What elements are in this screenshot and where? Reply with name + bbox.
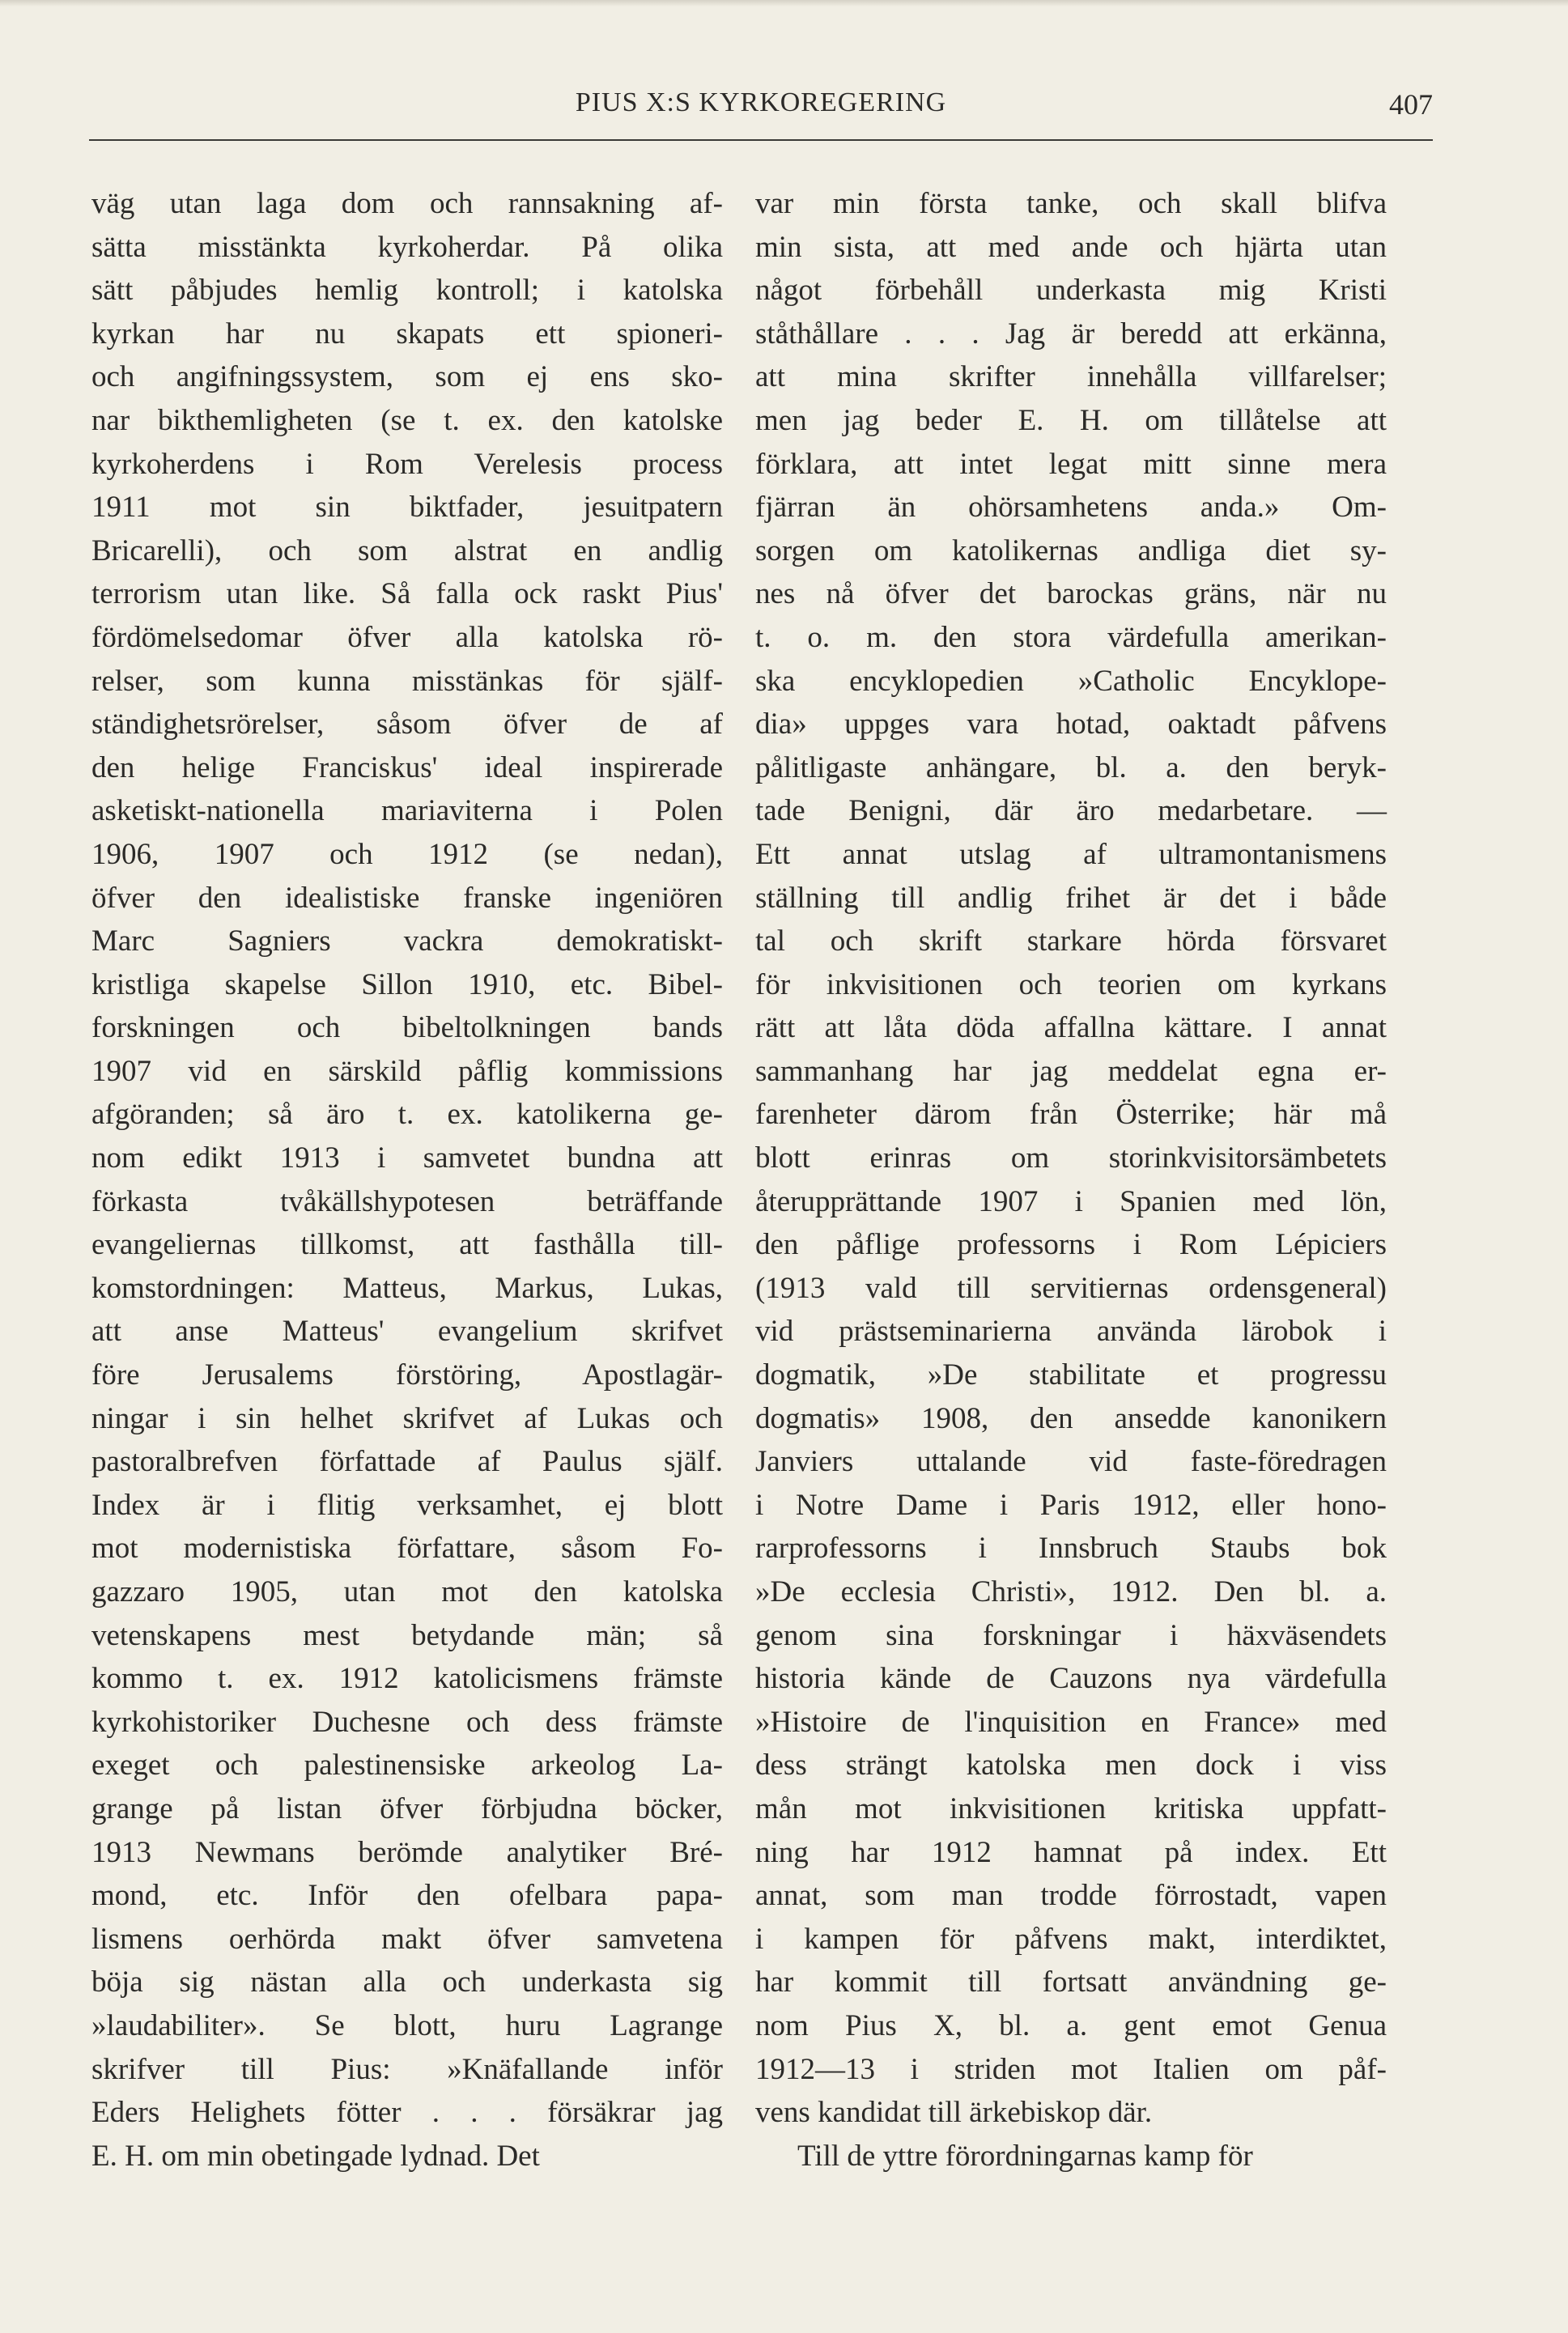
- text-line: mån mot inkvisitionen kritiska uppfatt-: [755, 1791, 1387, 1825]
- text-line: asketiskt-nationella mariaviterna i Polen: [91, 794, 723, 828]
- text-line: dia» uppges vara hotad, oaktadt påfvens: [755, 708, 1387, 742]
- text-line: nom Pius X, bl. a. gent emot Genua: [755, 2008, 1387, 2042]
- text-line: vens kandidat till ärkebiskop där.: [755, 2096, 1153, 2130]
- text-line: har kommit till fortsatt användning ge-: [755, 1965, 1387, 1999]
- text-line: böja sig nästan alla och underkasta sig: [91, 1965, 723, 1999]
- text-line: sammanhang har jag meddelat egna er-: [755, 1054, 1387, 1088]
- text-line: nar bikthemligheten (se t. ex. den katolske: [91, 403, 723, 437]
- text-line: något förbehåll underkasta mig Kristi: [755, 274, 1387, 308]
- text-line: 1913 Newmans berömde analytiker Bré-: [91, 1835, 723, 1869]
- text-line: komstordningen: Matteus, Markus, Lukas,: [91, 1271, 723, 1305]
- text-line: 1907 vid en särskild påflig kommissions: [91, 1054, 723, 1088]
- text-line: tal och skrift starkare hörda försvaret: [755, 924, 1387, 958]
- text-line: Till de yttre förordningarnas kamp för: [797, 2139, 1253, 2173]
- text-line: »laudabiliter». Se blott, huru Lagrange: [91, 2008, 723, 2042]
- text-line: och angifningssystem, som ej ens sko-: [91, 360, 723, 394]
- text-line: ningar i sin helhet skrifvet af Lukas och: [91, 1401, 723, 1435]
- text-line: 1912—13 i striden mot Italien om påf-: [755, 2052, 1387, 2086]
- text-line: blott erinras om storinkvisitorsämbetets: [755, 1141, 1387, 1175]
- text-line: kyrkohistoriker Duchesne och dess främste: [91, 1705, 723, 1739]
- text-line: mot modernistiska författare, såsom Fo-: [91, 1532, 723, 1566]
- text-line: vid prästseminarierna använda lärobok i: [755, 1315, 1387, 1349]
- text-line: sätta misstänkta kyrkoherdar. På olika: [91, 230, 723, 264]
- text-line: dogmatik, »De stabilitate et progressu: [755, 1358, 1387, 1392]
- text-line: kyrkan har nu skapats ett spioneri-: [91, 317, 723, 351]
- text-line: före Jerusalems förstöring, Apostlagär-: [91, 1358, 723, 1392]
- text-line: min sista, att med ande och hjärta utan: [755, 230, 1387, 264]
- text-line: E. H. om min obetingade lydnad. Det: [91, 2139, 540, 2173]
- text-line: kristliga skapelse Sillon 1910, etc. Bibel-: [91, 967, 723, 1001]
- text-line: att anse Matteus' evangelium skrifvet: [91, 1315, 723, 1349]
- text-line: den helige Franciskus' ideal inspirerade: [91, 750, 723, 784]
- text-line: Ett annat utslag af ultramontanismens: [755, 837, 1387, 871]
- text-line: att mina skrifter innehålla villfarelser;: [755, 360, 1387, 394]
- text-line: Index är i flitig verksamhet, ej blott: [91, 1488, 723, 1522]
- text-line: exeget och palestinensiske arkeolog La-: [91, 1749, 723, 1783]
- right-text-column: [755, 182, 1387, 2178]
- text-line: evangeliernas tillkomst, att fasthålla till-: [91, 1228, 723, 1262]
- text-line: genom sina forskningar i häxväsendets: [755, 1618, 1387, 1652]
- text-line: grange på listan öfver förbjudna böcker,: [91, 1791, 723, 1825]
- text-line: pålitligaste anhängare, bl. a. den beryk-: [755, 750, 1387, 784]
- text-line: dess strängt katolska men dock i viss: [755, 1749, 1387, 1783]
- text-line: »De ecclesia Christi», 1912. Den bl. a.: [755, 1575, 1387, 1608]
- text-line: fördömelsedomar öfver alla katolska rö-: [91, 620, 723, 654]
- text-line: (1913 vald till servitiernas ordensgeneral): [755, 1271, 1387, 1305]
- text-line: återupprättande 1907 i Spanien med lön,: [755, 1184, 1387, 1218]
- text-line: annat, som man trodde förrostadt, vapen: [755, 1879, 1387, 1913]
- text-line: rarprofessorns i Innsbruch Staubs bok: [755, 1532, 1387, 1566]
- text-line: sätt påbjudes hemlig kontroll; i katolska: [91, 274, 723, 308]
- text-line: sorgen om katolikernas andliga diet sy-: [755, 533, 1387, 567]
- text-line: farenheter därom från Österrike; här må: [755, 1098, 1387, 1132]
- text-line: kyrkoherdens i Rom Verelesis process: [91, 447, 723, 481]
- text-line: ständighetsrörelser, såsom öfver de af: [91, 708, 723, 742]
- running-header: [89, 87, 1433, 139]
- text-line: historia kände de Cauzons nya värdefulla: [755, 1662, 1387, 1696]
- text-line: Marc Sagniers vackra demokratiskt-: [91, 924, 723, 958]
- text-line: nes nå öfver det barockas gräns, när nu: [755, 577, 1387, 611]
- text-line: ning har 1912 hamnat på index. Ett: [755, 1835, 1387, 1869]
- text-line: pastoralbrefven författade af Paulus själf.: [91, 1445, 723, 1479]
- text-line: lismens oerhörda makt öfver samvetena: [91, 1922, 723, 1956]
- text-line: »Histoire de l'inquisition en France» med: [755, 1705, 1387, 1739]
- text-line: Eders Helighets fötter . . . försäkrar jag: [91, 2096, 723, 2130]
- text-line: vetenskapens mest betydande män; så: [91, 1618, 723, 1652]
- text-line: rätt att låta döda affallna kättare. I annat: [755, 1011, 1387, 1045]
- text-line: tade Benigni, där äro medarbetare. —: [755, 794, 1387, 828]
- text-line: 1911 mot sin biktfader, jesuitpatern: [91, 491, 723, 525]
- text-line: gazzaro 1905, utan mot den katolska: [91, 1575, 723, 1608]
- text-line: den påflige professorns i Rom Lépiciers: [755, 1228, 1387, 1262]
- text-line: fjärran än ohörsamhetens anda.» Om-: [755, 491, 1387, 525]
- text-line: forskningen och bibeltolkningen bands: [91, 1011, 723, 1045]
- text-line: i Notre Dame i Paris 1912, eller hono-: [755, 1488, 1387, 1522]
- text-line: väg utan laga dom och rannsakning af-: [91, 187, 723, 220]
- text-line: men jag beder E. H. om tillåtelse att: [755, 403, 1387, 437]
- text-line: kommo t. ex. 1912 katolicismens främste: [91, 1662, 723, 1696]
- header-rule: [89, 139, 1433, 141]
- text-line: relser, som kunna misstänkas för själf-: [91, 664, 723, 698]
- page-number: 407: [1389, 88, 1433, 121]
- text-line: förkasta tvåkällshypotesen beträffande: [91, 1184, 723, 1218]
- text-line: skrifver till Pius: »Knäfallande inför: [91, 2052, 723, 2086]
- text-line: mond, etc. Inför den ofelbara papa-: [91, 1879, 723, 1913]
- text-line: ska encyklopedien »Catholic Encyklope-: [755, 664, 1387, 698]
- text-line: afgöranden; så äro t. ex. katolikerna ge-: [91, 1098, 723, 1132]
- text-line: ställning till andlig frihet är det i både: [755, 881, 1387, 915]
- text-line: förklara, att intet legat mitt sinne mera: [755, 447, 1387, 481]
- text-line: nom edikt 1913 i samvetet bundna att: [91, 1141, 723, 1175]
- left-text-column: [91, 182, 723, 2178]
- text-line: dogmatis» 1908, den ansedde kanonikern: [755, 1401, 1387, 1435]
- text-line: i kampen för påfvens makt, interdiktet,: [755, 1922, 1387, 1956]
- text-line: 1906, 1907 och 1912 (se nedan),: [91, 837, 723, 871]
- text-line: Janviers uttalande vid faste-föredragen: [755, 1445, 1387, 1479]
- text-line: för inkvisitionen och teorien om kyrkans: [755, 967, 1387, 1001]
- text-line: terrorism utan like. Så falla ock raskt Pius': [91, 577, 723, 611]
- text-line: öfver den idealistiske franske ingeniören: [91, 881, 723, 915]
- page-edge: [0, 0, 1568, 6]
- text-line: t. o. m. den stora värdefulla amerikan-: [755, 620, 1387, 654]
- text-line: var min första tanke, och skall blifva: [755, 187, 1387, 220]
- page-title: PIUS X:S KYRKOREGERING: [575, 87, 947, 117]
- text-line: Bricarelli), och som alstrat en andlig: [91, 533, 723, 567]
- text-line: ståthållare . . . Jag är beredd att erkänna,: [755, 317, 1387, 351]
